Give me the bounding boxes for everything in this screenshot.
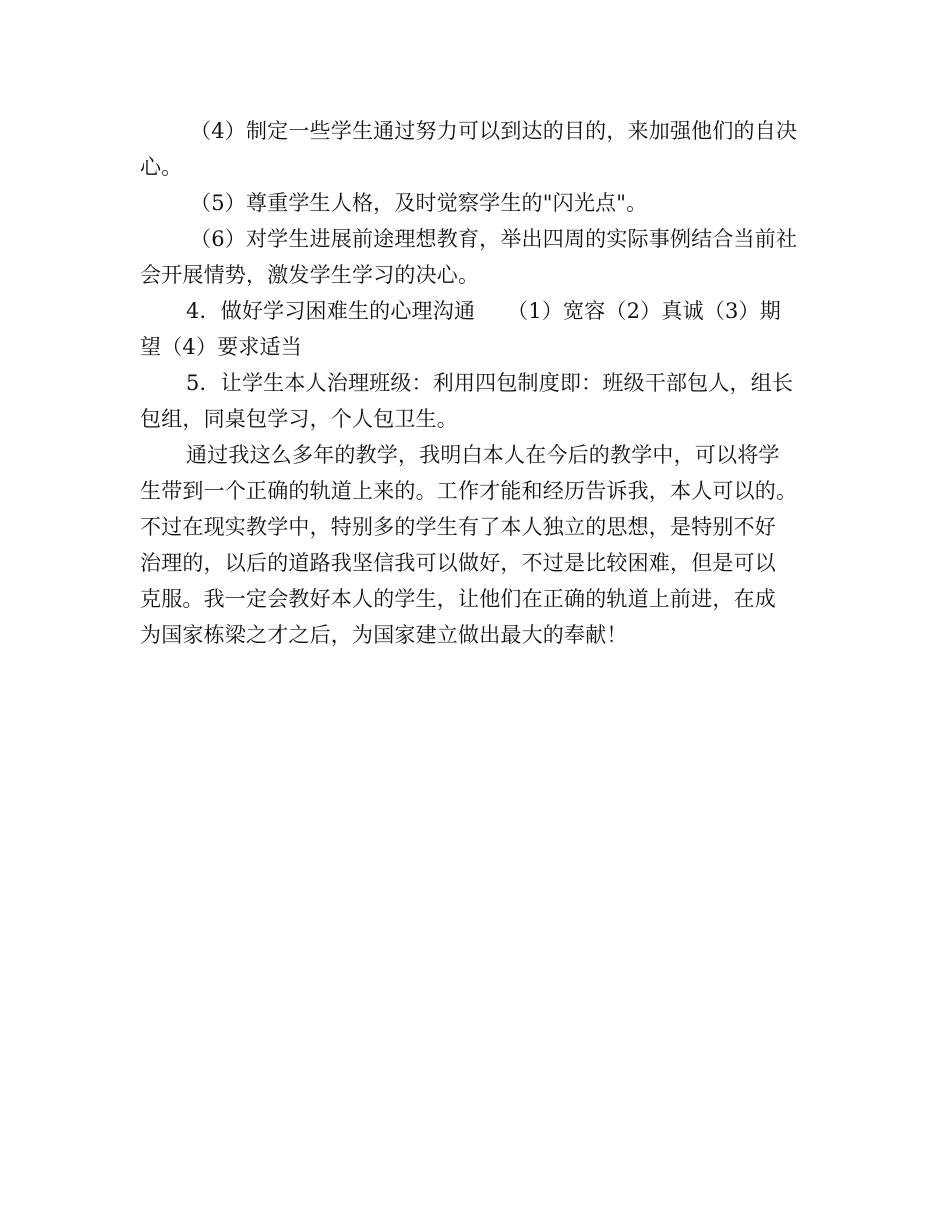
paragraph-line-conclusion: 通过我这么多年的教学，我明白本人在今后的教学中，可以将学 — [186, 443, 780, 467]
paragraph-line-section4-cont: 望（4）要求适当 — [140, 335, 302, 359]
paragraph-line-conclusion-3: 不过在现实教学中，特别多的学生有了本人独立的思想，是特别不好 — [140, 515, 776, 539]
paragraph-line-conclusion-4: 治理的，以后的道路我坚信我可以做好，不过是比较困难，但是可以 — [140, 551, 776, 575]
document-body — [140, 113, 830, 653]
paragraph-line-item6: （6）对学生进展前途理想教育，举出四周的实际事例结合当前社 — [190, 227, 798, 251]
paragraph-line-conclusion-5: 克服。我一定会教好本人的学生，让他们在正确的轨道上前进，在成 — [140, 587, 776, 611]
paragraph-line-item6-cont: 会开展情势，激发学生学习的决心。 — [140, 263, 480, 287]
paragraph-line-section5-cont: 包组，同桌包学习，个人包卫生。 — [140, 407, 458, 431]
paragraph-line-conclusion-6: 为国家栋梁之才之后，为国家建立做出最大的奉献！ — [140, 623, 628, 647]
paragraph-line-section4: 4．做好学习困难生的心理沟通 （1）宽容（2）真诚（3）期 — [186, 299, 781, 323]
paragraph-line-conclusion-2: 生带到一个正确的轨道上来的。工作才能和经历告诉我，本人可以的。 — [140, 479, 798, 503]
paragraph-line-item5: （5）尊重学生人格，及时觉察学生的"闪光点"。 — [190, 191, 648, 215]
paragraph-line-section5: 5．让学生本人治理班级：利用四包制度即：班级干部包人，组长 — [186, 371, 794, 395]
paragraph-line-item4-cont: 心。 — [140, 155, 183, 179]
paragraph-line-item4: （4）制定一些学生通过努力可以到达的目的，来加强他们的自决 — [190, 119, 798, 143]
